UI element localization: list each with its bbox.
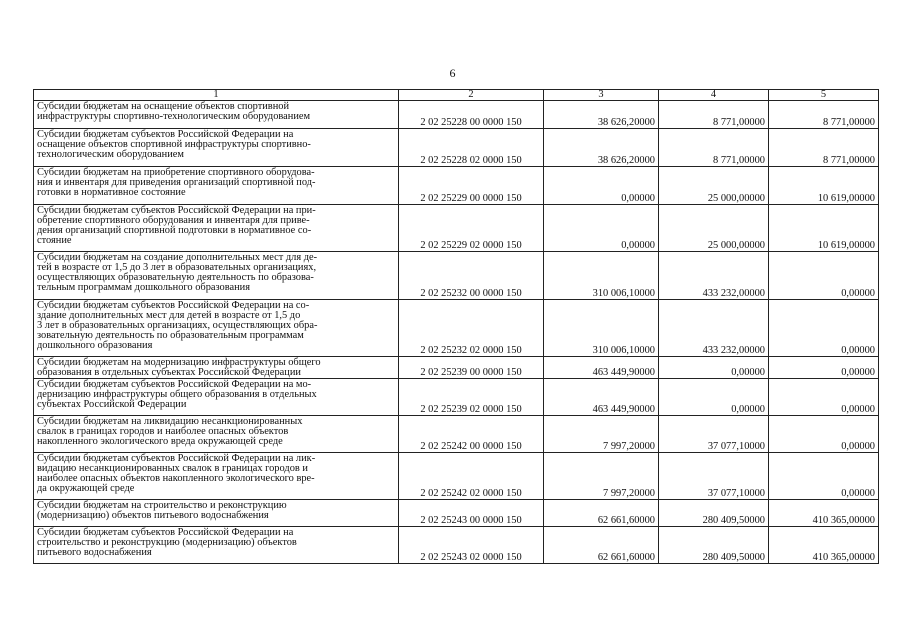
- description-line: питьевого водоснабжения: [37, 546, 152, 558]
- row-description: [34, 205, 399, 252]
- row-value-col3: 62 661,60000: [544, 499, 659, 526]
- row-code: 2 02 25242 00 0000 150: [399, 415, 544, 452]
- row-code: 2 02 25228 02 0000 150: [399, 129, 544, 167]
- page-number: 6: [449, 66, 456, 80]
- row-code: 2 02 25232 02 0000 150: [399, 300, 544, 357]
- description-line: инфраструктуры спортивно-технологическим оборудованием: [37, 110, 311, 122]
- row-description: [34, 499, 399, 526]
- row-value-col4: 433 232,00000: [659, 300, 769, 357]
- table-row: [34, 452, 879, 499]
- description-line: Субсидии бюджетам на строительство и реконструкцию: [37, 499, 287, 511]
- description-line: дошкольного образования: [37, 339, 153, 351]
- row-value-col5: 8 771,00000: [769, 129, 879, 167]
- table-row: [34, 129, 879, 167]
- table-row: [34, 101, 879, 129]
- row-value-col5: 0,00000: [769, 357, 879, 379]
- row-value-col4: 37 077,10000: [659, 452, 769, 499]
- description-line: зовательную деятельность по образовательным программам: [37, 329, 304, 341]
- row-value-col3: 38 626,20000: [544, 129, 659, 167]
- description-line: Субсидии бюджетам субъектов Российской Федерации на со-: [37, 300, 310, 311]
- description-line: да окружающей среде: [37, 482, 135, 494]
- description-line: Субсидии бюджетам субъектов Российской Федерации на мо-: [37, 378, 312, 390]
- table-row: [34, 499, 879, 526]
- description-line: дернизацию инфраструктуры общего образования в отдельных: [37, 388, 317, 400]
- table-row: [34, 526, 879, 563]
- budget-table: [33, 89, 879, 564]
- row-code: 2 02 25229 00 0000 150: [399, 167, 544, 205]
- description-line: дения организаций спортивной подготовки в нормативное со-: [37, 224, 312, 236]
- row-description: [34, 252, 399, 300]
- description-line: Субсидии бюджетам субъектов Российской Федерации на: [37, 526, 294, 538]
- row-value-col3: 7 997,20000: [544, 415, 659, 452]
- description-line: накопленного экологического вреда окружающей среде: [37, 435, 283, 447]
- header-cell-2: 2: [399, 90, 544, 101]
- description-line: тей в возрасте от 1,5 до 3 лет в образовательных организациях,: [37, 261, 317, 273]
- row-value-col5: 0,00000: [769, 252, 879, 300]
- description-line: (модернизацию) объектов питьевого водоснабжения: [37, 509, 269, 521]
- row-value-col5: 0,00000: [769, 452, 879, 499]
- table-row: [34, 167, 879, 205]
- row-description: [34, 300, 399, 357]
- row-value-col4: 8 771,00000: [659, 101, 769, 129]
- row-value-col3: 7 997,20000: [544, 452, 659, 499]
- description-line: обретение спортивного оборудования и инвентаря для приве-: [37, 214, 310, 226]
- row-value-col5: 410 365,00000: [769, 526, 879, 563]
- row-code: 2 02 25239 02 0000 150: [399, 378, 544, 415]
- description-line: Субсидии бюджетам на ликвидацию несанкционированных: [37, 415, 303, 427]
- row-value-col5: 0,00000: [769, 300, 879, 357]
- row-value-col5: 10 619,00000: [769, 167, 879, 205]
- row-description: [34, 101, 399, 129]
- row-value-col4: 25 000,00000: [659, 167, 769, 205]
- description-line: образования в отдельных субъектах Российской Федерации: [37, 366, 301, 378]
- row-value-col3: 38 626,20000: [544, 101, 659, 129]
- description-line: готовки в нормативное состояние: [37, 186, 186, 198]
- header-cell-1: 1: [34, 90, 399, 101]
- row-description: [34, 357, 399, 379]
- row-description: [34, 129, 399, 167]
- row-value-col3: 310 006,10000: [544, 300, 659, 357]
- row-value-col4: 280 409,50000: [659, 499, 769, 526]
- description-line: оснащение объектов спортивной инфраструктуры спортивно-: [37, 138, 311, 150]
- description-line: строительство и реконструкцию (модернизацию) объектов: [37, 536, 297, 548]
- row-value-col3: 62 661,60000: [544, 526, 659, 563]
- table-row: [34, 205, 879, 252]
- row-description: [34, 526, 399, 563]
- description-line: тельным программам дошкольного образования: [37, 281, 251, 293]
- description-line: наиболее опасных объектов накопленного экологического вре-: [37, 472, 315, 484]
- row-code: 2 02 25229 02 0000 150: [399, 205, 544, 252]
- description-line: свалок в границах городов и наиболее опасных объектов: [37, 425, 289, 437]
- description-line: здание дополнительных мест для детей в возрасте от 1,5 до: [37, 309, 301, 321]
- description-line: 3 лет в образовательных организациях, осуществляющих обра-: [37, 319, 318, 331]
- header-cell-5: 5: [769, 90, 879, 101]
- row-value-col5: 8 771,00000: [769, 101, 879, 129]
- row-value-col3: 463 449,90000: [544, 357, 659, 379]
- description-line: Субсидии бюджетам на оснащение объектов спортивной: [37, 101, 290, 112]
- table-row: [34, 415, 879, 452]
- row-code: 2 02 25228 00 0000 150: [399, 101, 544, 129]
- row-value-col5: 10 619,00000: [769, 205, 879, 252]
- description-line: осуществляющих образовательную деятельность по образова-: [37, 271, 314, 283]
- description-line: видацию несанкционированных свалок в границах городов и: [37, 462, 308, 474]
- row-value-col4: 433 232,00000: [659, 252, 769, 300]
- table-row: [34, 252, 879, 300]
- row-value-col4: 280 409,50000: [659, 526, 769, 563]
- row-value-col3: 463 449,90000: [544, 378, 659, 415]
- header-cell-3: 3: [544, 90, 659, 101]
- row-value-col3: 0,00000: [544, 205, 659, 252]
- header-cell-4: 4: [659, 90, 769, 101]
- row-code: 2 02 25243 02 0000 150: [399, 526, 544, 563]
- row-code: 2 02 25243 00 0000 150: [399, 499, 544, 526]
- row-value-col4: 37 077,10000: [659, 415, 769, 452]
- table-row: [34, 300, 879, 357]
- row-value-col3: 310 006,10000: [544, 252, 659, 300]
- description-line: ния и инвентаря для приведения организаций спортивной под-: [37, 176, 316, 188]
- description-line: Субсидии бюджетам субъектов Российской Федерации на при-: [37, 205, 316, 216]
- row-value-col4: 8 771,00000: [659, 129, 769, 167]
- row-value-col4: 0,00000: [659, 378, 769, 415]
- description-line: субъектах Российской Федерации: [37, 398, 187, 410]
- row-value-col5: 0,00000: [769, 378, 879, 415]
- row-code: 2 02 25239 00 0000 150: [399, 357, 544, 379]
- description-line: Субсидии бюджетам субъектов Российской Федерации на: [37, 129, 294, 140]
- row-value-col4: 25 000,00000: [659, 205, 769, 252]
- row-value-col5: 410 365,00000: [769, 499, 879, 526]
- row-description: [34, 167, 399, 205]
- description-line: Субсидии бюджетам на приобретение спортивного оборудова-: [37, 167, 315, 178]
- table-row: [34, 357, 879, 379]
- description-line: стояние: [37, 234, 72, 246]
- header-row: [34, 90, 879, 101]
- description-line: Субсидии бюджетам на модернизацию инфраструктуры общего: [37, 357, 321, 368]
- description-line: технологическим оборудованием: [37, 148, 184, 160]
- row-code: 2 02 25242 02 0000 150: [399, 452, 544, 499]
- row-description: [34, 452, 399, 499]
- row-description: [34, 415, 399, 452]
- row-value-col3: 0,00000: [544, 167, 659, 205]
- table-row: [34, 378, 879, 415]
- description-line: Субсидии бюджетам на создание дополнительных мест для де-: [37, 252, 318, 263]
- row-code: 2 02 25232 00 0000 150: [399, 252, 544, 300]
- row-value-col5: 0,00000: [769, 415, 879, 452]
- description-line: Субсидии бюджетам субъектов Российской Федерации на лик-: [37, 452, 316, 464]
- row-description: [34, 378, 399, 415]
- row-value-col4: 0,00000: [659, 357, 769, 379]
